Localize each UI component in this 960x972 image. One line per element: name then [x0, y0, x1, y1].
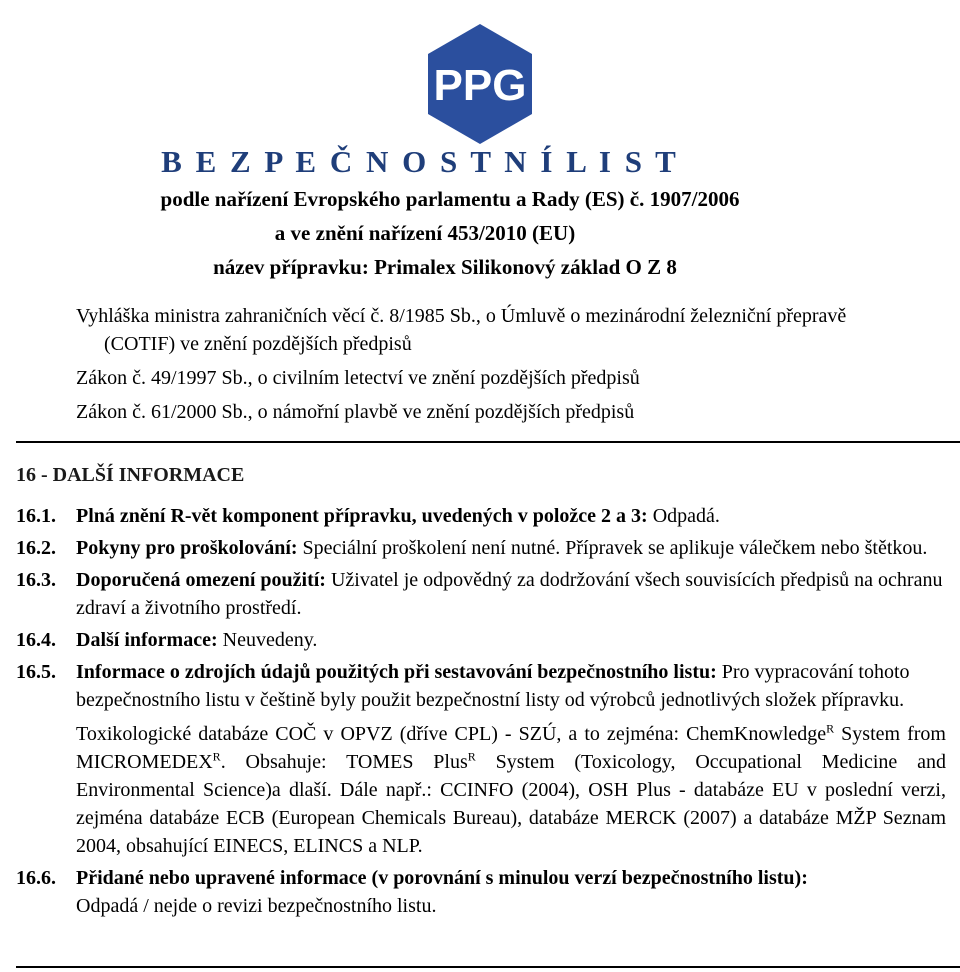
- document-title: B E Z P E Č N O S T N Í L I S T: [161, 144, 679, 179]
- item-label: Doporučená omezení použití:: [76, 569, 326, 591]
- item-16-6: [16, 864, 946, 920]
- regulation-line: podle nařízení Evropského parlamentu a Rady (ES) č. 1907/2006: [160, 187, 740, 211]
- regulation-amendment-line: a ve znění nařízení 453/2010 (EU): [274, 221, 576, 245]
- document-header: [0, 142, 960, 284]
- item-text: Odpadá.: [647, 505, 720, 527]
- item-text: Pro vypracování tohoto bezpečnostního listu v češtině byly použit bezpečnostní listy od výrobců jednotlivých složek přípravku.: [76, 661, 910, 711]
- item-number: 16.2.: [16, 537, 56, 559]
- ppg-logo-icon: [418, 22, 542, 146]
- section-16-heading: 16 - DALŠÍ INFORMACE: [16, 464, 245, 486]
- item-label: Další informace:: [76, 629, 218, 651]
- item-16-3: [16, 566, 946, 622]
- item-number: 16.5.: [16, 661, 56, 683]
- item-16-1: [16, 502, 946, 530]
- item-number: 16.4.: [16, 629, 56, 651]
- item-number: 16.6.: [16, 867, 56, 889]
- toxicology-databases: Toxikologické databáze COČ v OPVZ (dříve CPL) - SZÚ, a to zejména: ChemKnowledge$^R$ System from $MICROMEDEX^R$. Obsahuje: TOMES Plus$^R$ System (Toxicology, Occupational Medicine and Environmental Science)a dlaší. Dále např.: CCINFO (2004), OSH Plus - databáze EU v poslední verzi, zejména databáze ECB (European Chemicals Bureau), databáze MERCK (2007) a databáze MŽP Seznam 2004, obsahující EINECS, ELINCS a NLP.: [76, 721, 947, 857]
- product-name-line: název přípravku: Primalex Silikonový základ O Z 8: [213, 255, 677, 279]
- item-text: Odpadá / nejde o revizi bezpečnostního listu.: [76, 895, 437, 917]
- svg-text:PPG: PPG: [433, 61, 527, 110]
- law-cotif-cont: (COTIF) ve znění pozdějších předpisů: [104, 333, 412, 355]
- item-16-2: [16, 534, 946, 562]
- item-text: Uživatel je odpovědný za dodržování všech souvisících předpisů na ochranu zdraví a životního prostředí.: [76, 569, 943, 619]
- item-number: 16.1.: [16, 505, 56, 527]
- section-16: [16, 462, 946, 924]
- law-maritime: Zákon č. 61/2000 Sb., o námořní plavbě ve znění pozdějších předpisů: [76, 401, 635, 423]
- law-aviation: Zákon č. 49/1997 Sb., o civilním letectví ve znění pozdějších předpisů: [76, 367, 640, 389]
- transport-laws: [76, 302, 956, 426]
- item-label: Informace o zdrojích údajů použitých při sestavování bezpečnostního listu:: [76, 661, 717, 683]
- item-number: 16.3.: [16, 569, 56, 591]
- law-cotif: Vyhláška ministra zahraničních věcí č. 8/1985 Sb., o Úmluvě o mezinárodní železniční přepravě: [76, 305, 847, 327]
- item-16-5: [16, 658, 946, 860]
- item-label: Plná znění R-vět komponent přípravku, uvedených v položce 2 a 3:: [76, 505, 648, 527]
- item-label: Pokyny pro proškolování:: [76, 537, 298, 559]
- item-text: Neuvedeny.: [217, 629, 318, 651]
- item-16-4: [16, 626, 946, 654]
- section-divider-top: [16, 441, 960, 443]
- section-divider-bottom: [16, 966, 960, 968]
- item-label: Přidané nebo upravené informace (v porovnání s minulou verzí bezpečnostního listu):: [76, 867, 808, 889]
- item-text: Speciální proškolení není nutné. Přípravek se aplikuje válečkem nebo štětkou.: [297, 537, 928, 559]
